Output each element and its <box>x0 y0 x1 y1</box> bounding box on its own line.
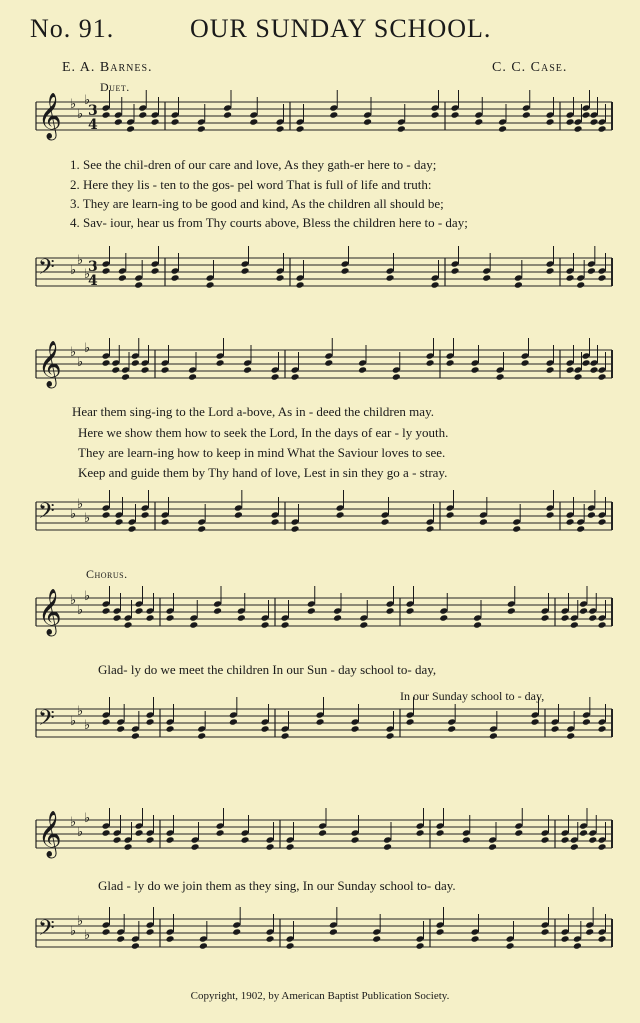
note-head <box>296 281 305 288</box>
note-head <box>386 274 395 281</box>
note-head <box>113 836 122 843</box>
time-signature-bottom: 4 <box>88 117 98 133</box>
note-head <box>146 836 155 843</box>
note-head <box>191 843 200 850</box>
note-head <box>146 614 155 621</box>
note-head <box>566 366 575 373</box>
note-head <box>561 614 570 621</box>
flat-icon: ♭ <box>70 714 77 729</box>
flat-icon: ♭ <box>84 93 91 108</box>
note-head <box>582 718 591 725</box>
note-head <box>324 359 333 366</box>
note-head <box>166 725 175 732</box>
verse-3-line-2: They are learn-ing how to keep in mind What the Saviour loves to see. <box>78 445 446 460</box>
note-head <box>329 928 338 935</box>
note-head <box>383 843 392 850</box>
note-head <box>446 511 455 518</box>
note-head <box>585 928 594 935</box>
flat-icon: ♭ <box>70 815 77 830</box>
note-head <box>341 267 350 274</box>
note-head <box>522 111 531 118</box>
chorus-marking: Chorus. <box>86 567 128 581</box>
note-head <box>546 267 555 274</box>
note-head <box>171 274 180 281</box>
note-head <box>587 267 596 274</box>
hymn-title: OUR SUNDAY SCHOOL. <box>190 14 492 43</box>
note-head <box>566 118 575 125</box>
note-head <box>482 274 491 281</box>
note-head <box>514 281 523 288</box>
flat-icon: ♭ <box>84 928 91 943</box>
note-head <box>307 607 316 614</box>
note-head <box>561 935 570 942</box>
note-head <box>588 614 597 621</box>
note-head <box>141 511 150 518</box>
verse-1-line-1: 1. See the chil-dren of our care and love, As they gath-er here to - day; <box>70 157 437 172</box>
note-head <box>206 281 215 288</box>
flat-icon: ♭ <box>84 718 91 733</box>
note-head <box>243 366 252 373</box>
flat-icon: ♭ <box>77 825 84 840</box>
note-head <box>197 525 206 532</box>
flat-icon: ♭ <box>70 593 77 608</box>
time-signature-bottom: 4 <box>88 273 98 289</box>
note-head <box>598 518 607 525</box>
flat-icon: ♭ <box>77 704 84 719</box>
note-head <box>138 111 147 118</box>
treble-clef-icon: 𝄞 <box>38 589 62 635</box>
note-head <box>281 732 290 739</box>
flat-icon: ♭ <box>84 341 91 356</box>
note-head <box>216 359 225 366</box>
note-head <box>598 621 607 628</box>
note-head <box>102 928 111 935</box>
note-head <box>551 725 560 732</box>
note-head <box>541 928 550 935</box>
note-head <box>431 111 440 118</box>
verse-4-line-1: 4. Sav- iour, hear us from Thy courts above, Bless the children here to - day; <box>70 215 468 230</box>
note-head <box>114 118 123 125</box>
note-head <box>386 732 395 739</box>
note-head <box>135 829 144 836</box>
note-head <box>329 111 338 118</box>
note-head <box>489 732 498 739</box>
verse-2-line-1: 2. Here they lis - ten to the gos- pel word That is full of life and truth: <box>70 177 432 192</box>
flat-icon: ♭ <box>84 811 91 826</box>
note-head <box>426 359 435 366</box>
note-head <box>587 511 596 518</box>
lyricist-credit: E. A. Barnes. <box>62 60 153 75</box>
note-head <box>234 511 243 518</box>
flat-icon: ♭ <box>77 253 84 268</box>
flat-icon: ♭ <box>77 914 84 929</box>
note-head <box>479 518 488 525</box>
note-head <box>102 267 111 274</box>
note-head <box>416 829 425 836</box>
note-head <box>590 118 599 125</box>
note-head <box>474 118 483 125</box>
note-head <box>171 118 180 125</box>
note-head <box>102 511 111 518</box>
composer-credit: C. C. Case. <box>492 60 568 75</box>
treble-clef-icon: 𝄞 <box>38 341 62 387</box>
note-head <box>512 525 521 532</box>
note-head <box>406 607 415 614</box>
note-head <box>436 928 445 935</box>
verse-3-line-1: 3. They are learn-ing to be good and kind, As the children all should be; <box>70 196 444 211</box>
treble-clef-icon: 𝄞 <box>38 811 62 857</box>
note-head <box>531 718 540 725</box>
chorus-line-2: Glad - ly do we join them as they sing, In our Sunday school to- day. <box>98 878 456 893</box>
note-head <box>566 732 575 739</box>
note-head <box>151 118 160 125</box>
note-head <box>588 836 597 843</box>
note-head <box>471 935 480 942</box>
note-head <box>102 718 111 725</box>
note-head <box>141 366 150 373</box>
note-head <box>266 843 275 850</box>
note-head <box>546 366 555 373</box>
note-head <box>576 281 585 288</box>
note-head <box>514 829 523 836</box>
note-head <box>381 518 390 525</box>
note-head <box>199 942 208 949</box>
note-head <box>582 359 591 366</box>
note-head <box>471 366 480 373</box>
note-head <box>546 511 555 518</box>
note-head <box>598 935 607 942</box>
note-head <box>286 843 295 850</box>
note-head <box>579 607 588 614</box>
note-head <box>579 829 588 836</box>
flat-icon: ♭ <box>84 267 91 282</box>
note-head <box>473 621 482 628</box>
treble-clef-icon: 𝄞 <box>38 93 62 139</box>
note-head <box>296 125 305 132</box>
note-head <box>232 928 241 935</box>
note-head <box>113 614 122 621</box>
flat-icon: ♭ <box>70 924 77 939</box>
note-head <box>574 125 583 132</box>
note-head <box>166 836 175 843</box>
note-head <box>131 942 140 949</box>
note-head <box>115 518 124 525</box>
note-head <box>590 366 599 373</box>
copyright-notice: Copyright, 1902, by American Baptist Publication Society. <box>190 990 450 1002</box>
note-head <box>446 359 455 366</box>
time-signature-top: 3 <box>88 103 98 119</box>
bass-clef-icon: 𝄢 <box>38 255 55 285</box>
hymn-number: No. 91. <box>30 14 115 43</box>
note-head <box>128 525 137 532</box>
note-head <box>363 118 372 125</box>
bass-clef-icon: 𝄢 <box>38 706 55 736</box>
verse-1-line-2: Hear them sing-ing to the Lord a-bove, As in - deed the children may. <box>72 404 434 419</box>
note-head <box>462 836 471 843</box>
note-head <box>216 829 225 836</box>
note-head <box>574 373 583 380</box>
note-head <box>541 836 550 843</box>
note-head <box>358 366 367 373</box>
flat-icon: ♭ <box>77 355 84 370</box>
note-head <box>451 111 460 118</box>
flat-icon: ♭ <box>77 497 84 512</box>
flat-icon: ♭ <box>70 97 77 112</box>
flat-icon: ♭ <box>77 603 84 618</box>
note-head <box>291 525 300 532</box>
note-head <box>197 732 206 739</box>
note-head <box>271 518 280 525</box>
note-head <box>121 373 130 380</box>
note-head <box>276 125 285 132</box>
note-head <box>488 843 497 850</box>
note-head <box>451 267 460 274</box>
flat-icon: ♭ <box>84 511 91 526</box>
note-head <box>570 621 579 628</box>
note-head <box>291 373 300 380</box>
note-head <box>276 274 285 281</box>
note-head <box>102 829 111 836</box>
note-head <box>281 621 290 628</box>
note-head <box>333 614 342 621</box>
note-head <box>582 111 591 118</box>
note-head <box>386 607 395 614</box>
note-head <box>506 942 515 949</box>
note-head <box>566 274 575 281</box>
note-head <box>573 942 582 949</box>
note-head <box>116 725 125 732</box>
note-head <box>447 725 456 732</box>
note-head <box>521 359 530 366</box>
note-head <box>286 942 295 949</box>
note-head <box>102 111 111 118</box>
note-head <box>431 281 440 288</box>
note-head <box>146 718 155 725</box>
note-head <box>598 373 607 380</box>
note-head <box>261 621 270 628</box>
note-head <box>102 607 111 614</box>
note-head <box>166 614 175 621</box>
note-head <box>496 373 505 380</box>
note-head <box>598 843 607 850</box>
note-head <box>271 373 280 380</box>
flat-icon: ♭ <box>70 507 77 522</box>
note-head <box>351 836 360 843</box>
bass-clef-icon: 𝄢 <box>38 916 55 946</box>
note-head <box>249 118 258 125</box>
note-head <box>124 621 133 628</box>
note-head <box>111 366 120 373</box>
note-head <box>229 718 238 725</box>
note-head <box>151 267 160 274</box>
note-head <box>161 366 170 373</box>
note-head <box>116 935 125 942</box>
note-head <box>498 125 507 132</box>
note-head <box>241 267 250 274</box>
note-head <box>566 518 575 525</box>
note-head <box>392 373 401 380</box>
note-head <box>598 274 607 281</box>
note-head <box>166 935 175 942</box>
chorus-line-1-bass-echo: In our Sunday school to - day, <box>400 689 545 703</box>
note-head <box>131 359 140 366</box>
note-head <box>598 725 607 732</box>
note-head <box>213 607 222 614</box>
note-head <box>359 621 368 628</box>
note-head <box>576 525 585 532</box>
note-head <box>266 935 275 942</box>
note-head <box>126 125 135 132</box>
verse-4-line-2: Keep and guide them by Thy hand of love, Lest in sin they go a - stray. <box>78 465 448 480</box>
note-head <box>124 843 133 850</box>
note-head <box>570 843 579 850</box>
note-head <box>102 359 111 366</box>
note-head <box>598 125 607 132</box>
note-head <box>223 111 232 118</box>
verse-2-line-2: Here we show them how to seek the Lord, In the days of ear - ly youth. <box>78 425 449 440</box>
note-head <box>316 718 325 725</box>
flat-icon: ♭ <box>84 589 91 604</box>
note-head <box>397 125 406 132</box>
note-head <box>439 614 448 621</box>
note-head <box>146 928 155 935</box>
flat-icon: ♭ <box>70 345 77 360</box>
note-head <box>541 614 550 621</box>
note-head <box>261 725 270 732</box>
note-head <box>351 725 360 732</box>
bass-clef-icon: 𝄢 <box>38 499 55 529</box>
note-head <box>436 829 445 836</box>
note-head <box>131 732 140 739</box>
flat-icon: ♭ <box>77 107 84 122</box>
note-head <box>372 935 381 942</box>
note-head <box>406 718 415 725</box>
note-head <box>318 829 327 836</box>
note-head <box>241 836 250 843</box>
note-head <box>561 836 570 843</box>
flat-icon: ♭ <box>70 263 77 278</box>
note-head <box>135 607 144 614</box>
note-head <box>188 373 197 380</box>
note-head <box>336 511 345 518</box>
note-head <box>416 942 425 949</box>
note-head <box>237 614 246 621</box>
note-head <box>189 621 198 628</box>
note-head <box>426 525 435 532</box>
note-head <box>507 607 516 614</box>
time-signature-top: 3 <box>88 259 98 275</box>
note-head <box>546 118 555 125</box>
note-head <box>197 125 206 132</box>
chorus-line-1: Glad- ly do we meet the children In our Sun - day school to- day, <box>98 662 437 677</box>
duet-marking: Duet. <box>100 80 130 94</box>
note-head <box>161 518 170 525</box>
note-head <box>134 281 143 288</box>
note-head <box>118 274 127 281</box>
